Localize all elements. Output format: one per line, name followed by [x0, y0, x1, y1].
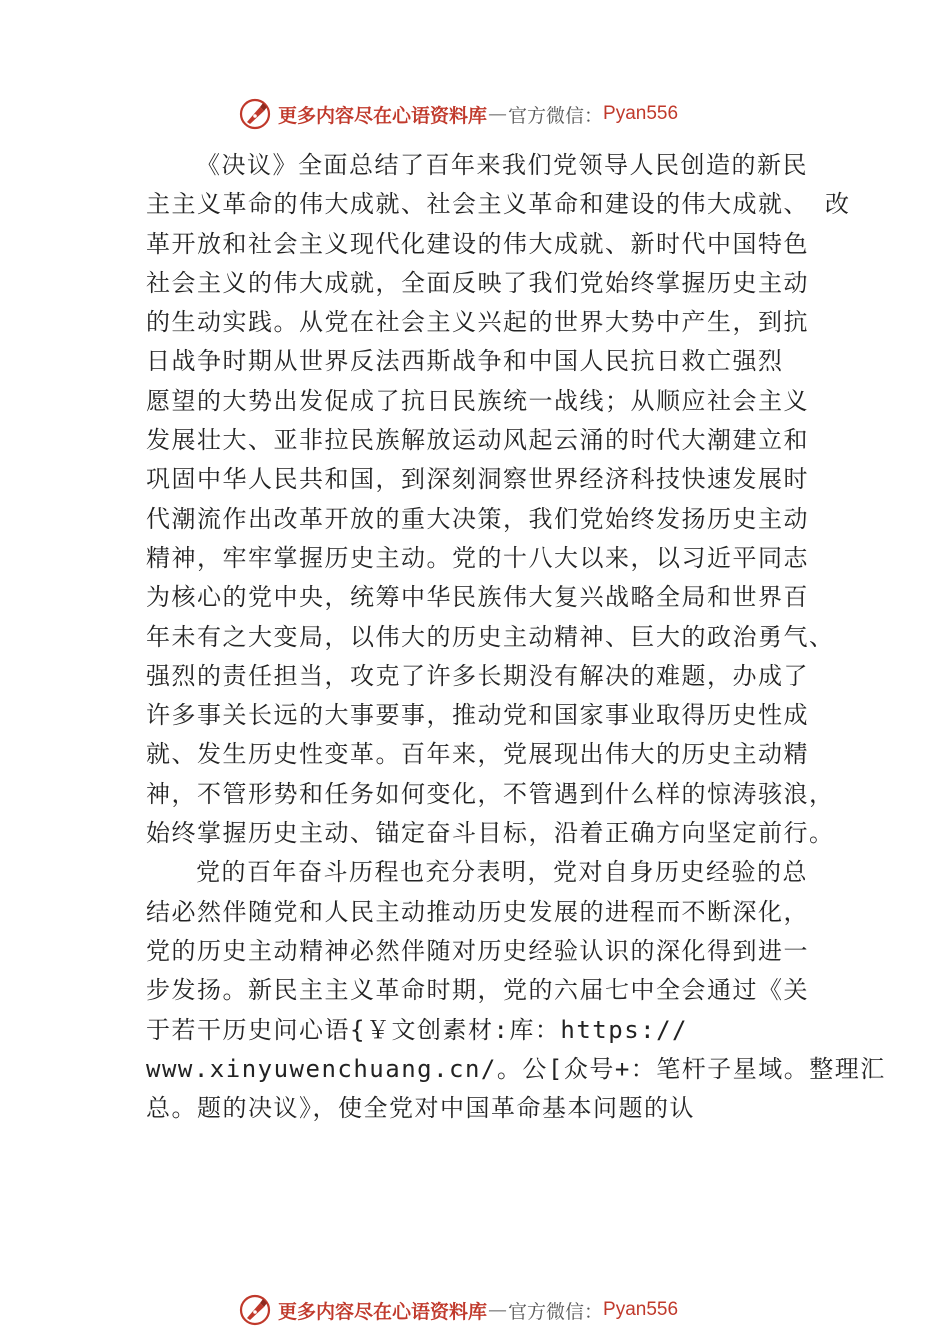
text-line: 巩固中华人民共和国，到深刻洞察世界经济科技快速发展时 [146, 465, 809, 494]
banner-title: 更多内容尽在心语资料库 [278, 1300, 488, 1323]
text-line: 党的历史主动精神必然伴随对历史经验认识的深化得到进一 [146, 936, 809, 965]
text-line: 强烈的责任担当，攻克了许多长期没有解决的难题，办成了 [146, 661, 809, 690]
text-line: 精神，牢牢掌握历史主动。党的十八大以来，以习近平同志 [146, 543, 809, 572]
text-line: 步发扬。新民主主义革命时期，党的六届七中全会通过《关 [146, 976, 809, 1005]
banner-label: 官方微信： [508, 1300, 604, 1323]
text-line: 社会主义的伟大成就，全面反映了我们党始终掌握历史主动 [146, 268, 809, 297]
text-line: 发展壮大、亚非拉民族解放运动风起云涌的时代大潮建立和 [146, 426, 809, 455]
text-line: 代潮流作出改革开放的重大决策，我们党始终发扬历史主动 [146, 504, 809, 533]
text-line: 就、发生历史性变革。百年来，党展现出伟大的历史主动精 [146, 740, 809, 769]
text-line: 主主义革命的伟大成就、社会主义革命和建设的伟大成就、 改 [146, 190, 851, 219]
header-watermark-banner [238, 96, 758, 132]
banner-label: 官方微信： [508, 104, 604, 127]
text-line: 《决议》全面总结了百年来我们党领导人民创造的新民 [196, 151, 808, 179]
banner-wechat-handle: Pyan556 [603, 1299, 679, 1320]
text-line: 于若干历史问心语{￥文创素材:库：https:// [146, 1015, 688, 1044]
text-line: 革开放和社会主义现代化建设的伟大成就、新时代中国特色 [146, 229, 809, 258]
text-line: 许多事关长远的大事要事，推动党和国家事业取得历史性成 [146, 701, 809, 730]
banner-dash: — [488, 103, 508, 125]
text-line: 总。题的决议》，使全党对中国革命基本问题的认 [146, 1094, 695, 1123]
pen-nib-logo-icon [238, 97, 272, 131]
banner-title: 更多内容尽在心语资料库 [278, 104, 488, 127]
text-line: 结必然伴随党和人民主动推动历史发展的进程而不断深化， [146, 897, 809, 926]
document-body [146, 146, 886, 1128]
text-line: www.xinyuwenchuang.cn/。公[众号+：笔杆子星域。整理汇 [146, 1054, 886, 1083]
text-line: 为核心的党中央，统筹中华民族伟大复兴战略全局和世界百 [146, 583, 809, 612]
text-line: 的生动实践。从党在社会主义兴起的世界大势中产生，到抗 [146, 308, 809, 337]
text-line: 日战争时期从世界反法西斯战争和中国人民抗日救亡强烈 [146, 347, 784, 376]
footer-watermark-banner [238, 1292, 758, 1328]
pen-nib-logo-icon [238, 1293, 272, 1327]
banner-wechat-handle: Pyan556 [603, 103, 679, 124]
text-line: 党的百年奋斗历程也充分表明，党对自身历史经验的总 [196, 858, 808, 887]
text-line: 愿望的大势出发促成了抗日民族统一战线；从顺应社会主义 [146, 386, 809, 415]
text-line: 神，不管形势和任务如何变化，不管遇到什么样的惊涛骇浪， [146, 779, 835, 808]
text-line: 始终掌握历史主动、锚定奋斗目标，沿着正确方向坚定前行。 [146, 819, 835, 848]
text-line: 年未有之大变局，以伟大的历史主动精神、巨大的政治勇气、 [146, 622, 835, 651]
banner-dash: — [488, 1299, 508, 1321]
